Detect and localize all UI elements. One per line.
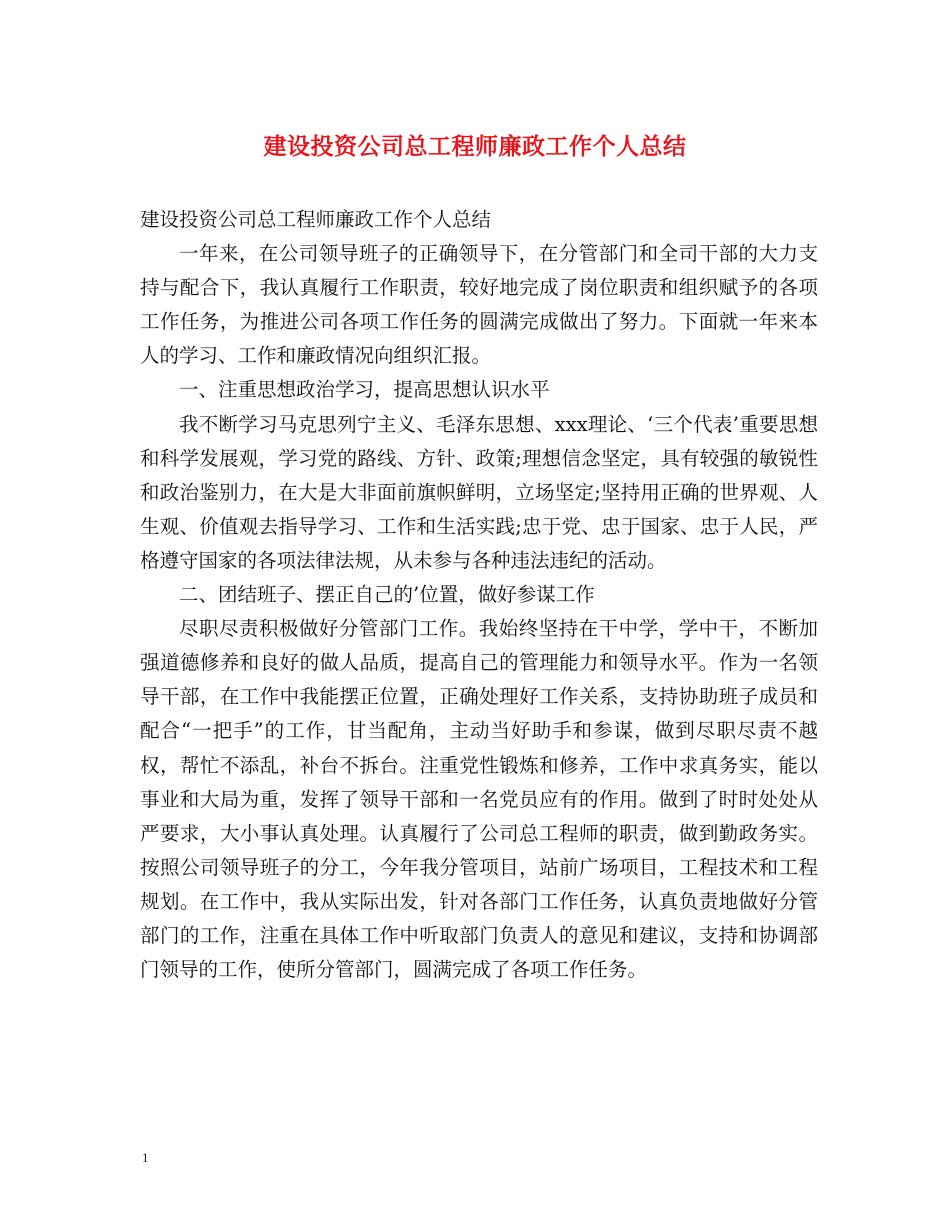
page-number: 1 xyxy=(142,1150,149,1165)
paragraph-section-1: 我不断学习马克思列宁主义、毛泽东思想、xxx理论、‘三个代表’重要思想和科学发展观，学习党的路线、方针、政策;理想信念坚定，具有较强的敏锐性和政治鉴别力，在大是大非面前旗帜鲜明，立场坚定;坚持用正确的世界观、人生观、价值观去指导学习、工作和生活实践;忠于党、忠于国家、忠于人民，严格遵守国家的各项法律法规，从未参与各种违法违纪的活动。 xyxy=(140,412,818,572)
paragraph-intro: 一年来，在公司领导班子的正确领导下，在分管部门和全司干部的大力支持与配合下，我认真履行工作职责，较好地完成了岗位职责和组织赋予的各项工作任务，为推进公司各项工作任务的圆满完成做出了努力。下面就一年来本人的学习、工作和廉政情况向组织汇报。 xyxy=(140,242,818,368)
section-heading-1: 一、注重思想政治学习，提高思想认识水平 xyxy=(179,378,550,402)
document-title: 建设投资公司总工程师廉政工作个人总结 xyxy=(263,133,687,160)
document-body xyxy=(140,203,818,987)
paragraph-section-2: 尽职尽责积极做好分管部门工作。我始终坚持在干中学，学中干，不断加强道德修养和良好的做人品质，提高自己的管理能力和领导水平。作为一名领导干部，在工作中我能摆正位置，正确处理好工作关系，支持协助班子成员和配合“一把手”的工作，甘当配角，主动当好助手和参谋，做到尽职尽责不越权，帮忙不添乱，补台不拆台。注重党性锻炼和修养，工作中求真务实，能以事业和大局为重，发挥了领导干部和一名党员应有的作用。做到了时时处处从严要求，大小事认真处理。认真履行了公司总工程师的职责，做到勤政务实。按照公司领导班子的分工，今年我分管项目，站前广场项目，工程技术和工程规划。在工作中，我从实际出发，针对各部门工作任务，认真负责地做好分管部门的工作，注重在具体工作中听取部门负责人的意见和建议，支持和协调部门领导的工作，使所分管部门，圆满完成了各项工作任务。 xyxy=(140,617,818,982)
section-heading-2: 二、团结班子、摆正自己的’位置，做好参谋工作 xyxy=(179,583,595,607)
document-subtitle: 建设投资公司总工程师廉政工作个人总结 xyxy=(140,208,492,231)
